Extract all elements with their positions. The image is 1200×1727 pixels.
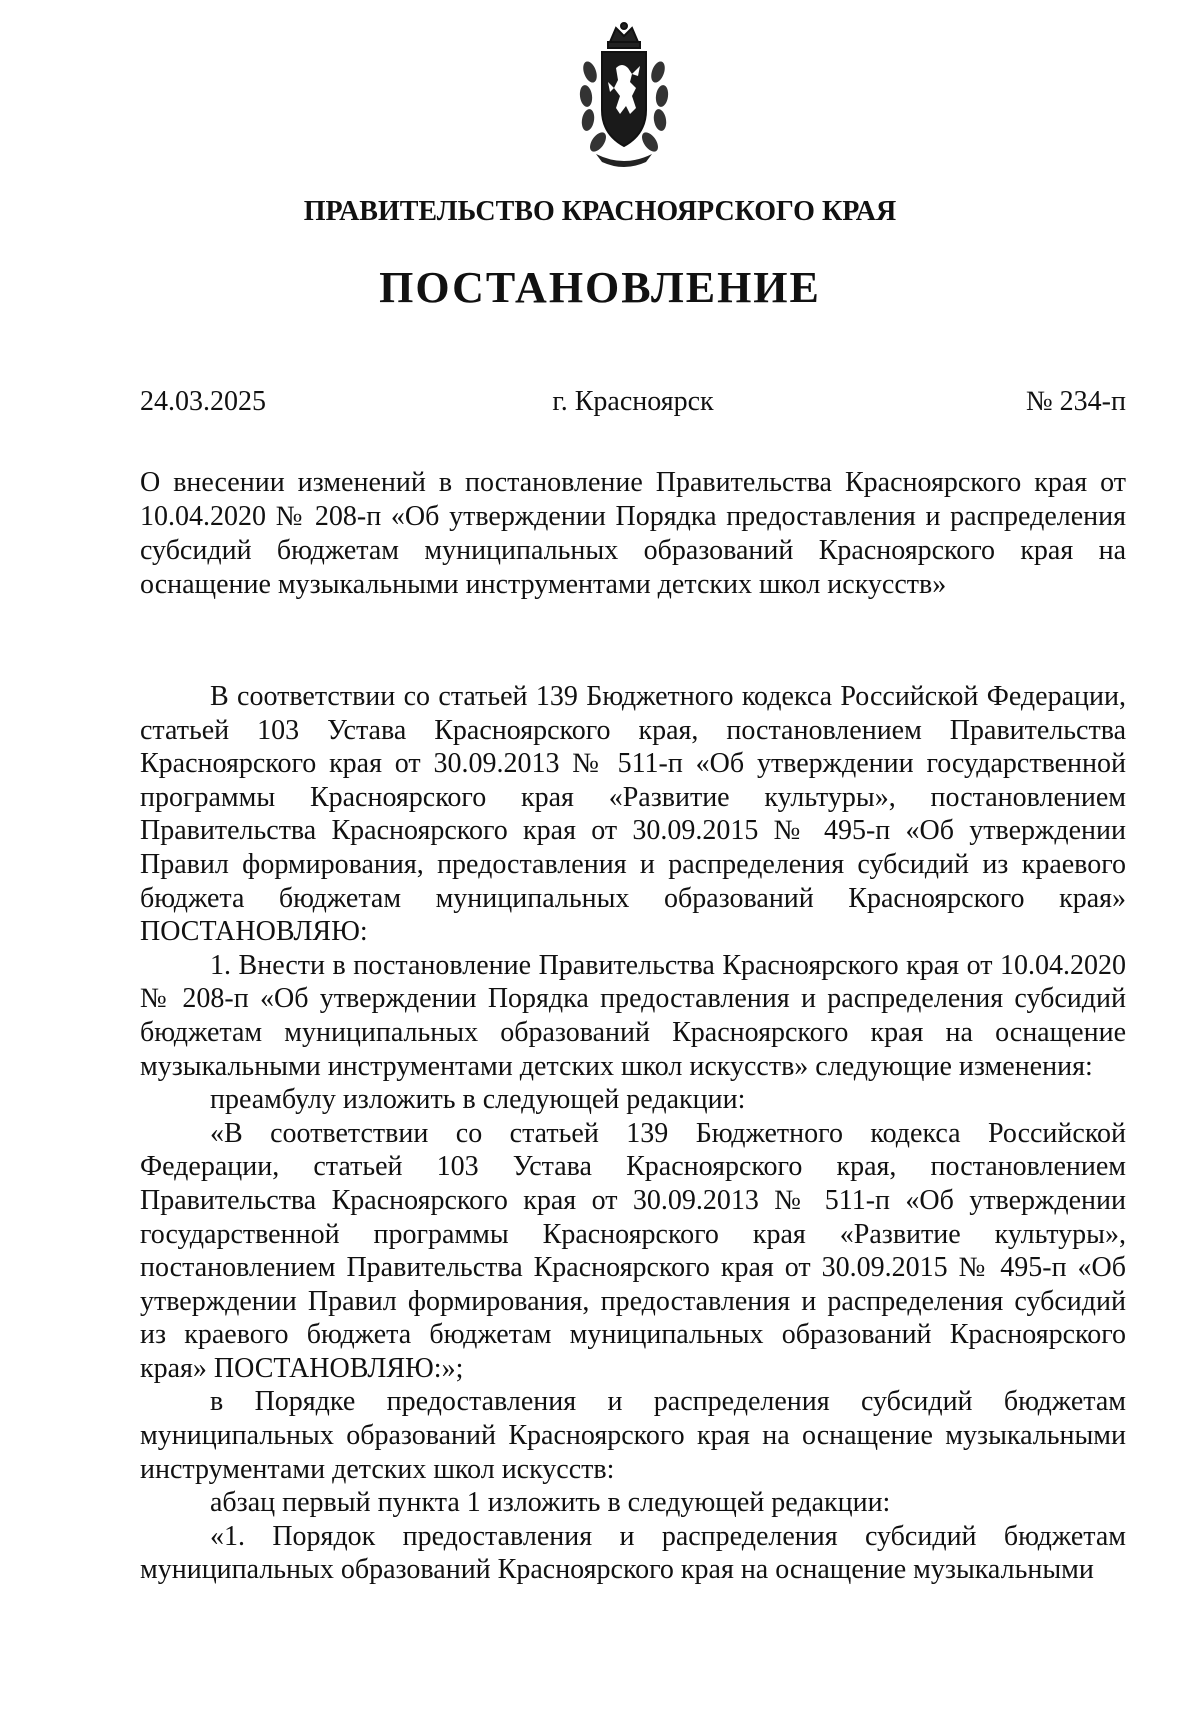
- body-paragraph: В соответствии со статьей 139 Бюджетного кодекса Российской Федерации, статьей 103 Устава Красноярского края, постановлением Правительства Красноярского края от 30.09.2013 № 511-п «Об утверждении государственной программы Красноярского края «Развитие культуры», постановлением Правительства Красноярского края от 30.09.2015 № 495-п «Об утверждении Правил формирования, предоставления и распределения субсидий из краевого бюджета бюджетам муниципальных образований Красноярского края» ПОСТАНОВЛЯЮ:: [140, 681, 1126, 948]
- body-paragraph: «1. Порядок предоставления и распределения субсидий бюджетам муниципальных образований Красноярского края на оснащение музыкальными: [140, 1520, 1126, 1586]
- document-number: № 234-п: [1025, 386, 1126, 417]
- document-date: 24.03.2025: [140, 386, 266, 417]
- document-type-title: ПОСТАНОВЛЕНИЕ: [379, 263, 821, 312]
- document-city: г. Красноярск: [552, 386, 714, 417]
- coat-of-arms-icon: [576, 22, 672, 168]
- body-paragraph: в Порядке предоставления и распределения субсидий бюджетам муниципальных образований Красноярского края на оснащение музыкальными инструментами детских школ искусств:: [140, 1386, 1126, 1485]
- body-paragraph: «В соответствии со статьей 139 Бюджетного кодекса Российской Федерации, статьей 103 Устава Красноярского края, постановлением Правительства Красноярского края от 30.09.2013 № 511-п «Об утверждении государственной программы Красноярского края «Развитие культуры», постановлением Правительства Красноярского края от 30.09.2015 № 495-п «Об утверждении Правил формирования, предоставления и распределения субсидий из краевого бюджета бюджетам муниципальных образований Красноярского края» ПОСТАНОВЛЯЮ:»;: [140, 1117, 1126, 1384]
- government-title: ПРАВИТЕЛЬСТВО КРАСНОЯРСКОГО КРАЯ: [303, 196, 897, 227]
- body-paragraph: преамбулу изложить в следующей редакции:: [210, 1084, 746, 1116]
- document-body: [140, 680, 1126, 1587]
- document-subject: О внесении изменений в постановление Правительства Красноярского края от 10.04.2020 № 208-п «Об утверждении Порядка предоставления и распределения субсидий бюджетам муниципальных образований Красноярского края на оснащение музыкальными инструментами детских школ искусств»: [140, 467, 1126, 600]
- body-paragraph: 1. Внести в постановление Правительства Красноярского края от 10.04.2020 № 208-п «Об утверждении Порядка предоставления и распределения субсидий бюджетам муниципальных образований Красноярского края на оснащение музыкальными инструментами детских школ искусств» следующие изменения:: [140, 949, 1126, 1082]
- body-paragraph: абзац первый пункта 1 изложить в следующей редакции:: [210, 1487, 891, 1519]
- document-meta-row: [140, 386, 1126, 422]
